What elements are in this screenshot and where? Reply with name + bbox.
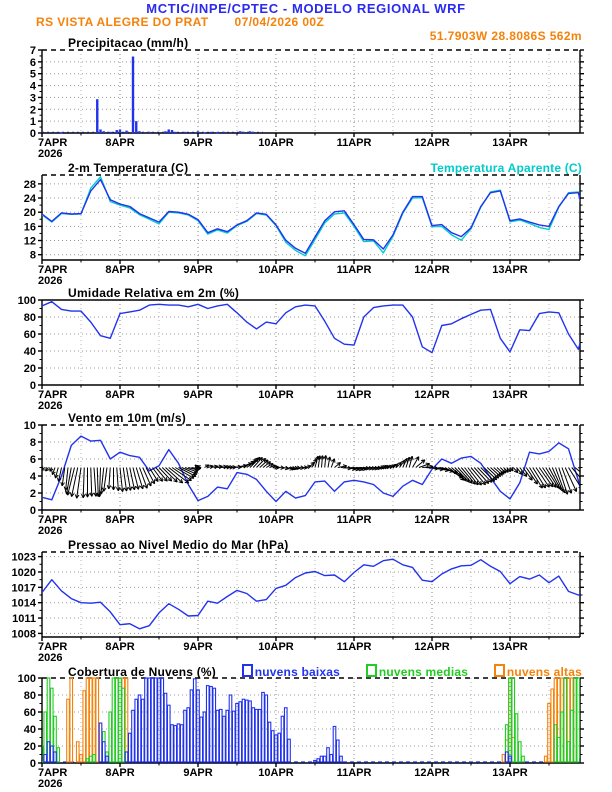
cloud-bar: [232, 711, 235, 762]
panel-title-pressure: Pressao ao Nivel Medio do Mar (hPa): [68, 538, 289, 552]
cloud-bar: [574, 678, 577, 762]
svg-text:0: 0: [29, 505, 36, 517]
svg-text:6: 6: [29, 454, 36, 466]
svg-text:100: 100: [17, 295, 36, 307]
precip-bar: [171, 130, 173, 133]
cloud-bar: [249, 701, 252, 762]
cloud-bar: [135, 699, 138, 762]
svg-text:8APR: 8APR: [105, 514, 135, 526]
cloud-bar: [187, 708, 190, 762]
panel-title-precipitation: Precipitacao (mm/h): [68, 36, 189, 50]
cloud-bar: [190, 690, 193, 762]
svg-text:28: 28: [23, 178, 36, 191]
svg-text:11APR: 11APR: [336, 514, 372, 526]
svg-text:1011: 1011: [12, 613, 36, 626]
cloud-bar: [252, 708, 255, 762]
cloud-bar: [167, 705, 170, 762]
cloud-bar: [255, 709, 258, 762]
panel-4: [12, 552, 585, 664]
cloud-bar: [548, 704, 551, 763]
cloud-bar: [132, 710, 135, 762]
panel-2: [18, 295, 585, 412]
series-line: [42, 302, 585, 353]
panel-0: [30, 45, 584, 160]
svg-text:7: 7: [29, 45, 36, 57]
svg-text:8APR: 8APR: [105, 389, 135, 401]
run-datetime: 07/04/2026 00Z: [234, 15, 325, 29]
svg-text:11APR: 11APR: [336, 264, 372, 276]
svg-text:40: 40: [23, 346, 36, 358]
svg-text:7APR: 7APR: [38, 514, 68, 526]
svg-text:10APR: 10APR: [258, 389, 294, 401]
precip-bar: [203, 132, 205, 133]
svg-text:60: 60: [23, 329, 36, 341]
cloud-bar: [206, 686, 209, 762]
svg-text:7APR: 7APR: [38, 264, 68, 276]
cloud-bar: [154, 678, 157, 762]
precip-bar: [210, 132, 212, 133]
svg-text:1008: 1008: [11, 628, 36, 641]
cloud-bar: [177, 724, 180, 762]
cloud-bar: [522, 756, 525, 762]
svg-text:13APR: 13APR: [492, 767, 528, 779]
svg-text:80: 80: [23, 690, 36, 702]
svg-text:2026: 2026: [38, 525, 63, 537]
cloud-bar: [193, 679, 196, 762]
cloud-bar: [314, 760, 317, 762]
cloud-bar: [76, 742, 79, 762]
cloud-bar: [93, 678, 96, 762]
cloud-bar: [219, 709, 222, 762]
svg-text:8: 8: [29, 249, 36, 262]
model-title: MCTIC/INPE/CPTEC - MODELO REGIONAL WRF: [146, 1, 466, 16]
svg-text:2: 2: [29, 488, 36, 500]
cloud-bar: [288, 739, 291, 762]
svg-text:100: 100: [17, 673, 36, 685]
cloud-bar: [284, 708, 287, 762]
cloud-bar: [245, 700, 248, 762]
cloud-bar: [50, 746, 53, 762]
svg-text:9APR: 9APR: [183, 514, 213, 526]
cloud-bar: [557, 738, 560, 763]
cloud-bar: [44, 755, 47, 763]
cloud-bar: [567, 742, 570, 762]
precip-bar: [135, 121, 137, 133]
cloud-bar: [210, 687, 213, 763]
precip-bar: [109, 132, 111, 133]
svg-text:10APR: 10APR: [258, 514, 294, 526]
cloud-bar: [125, 678, 128, 762]
cloud-bar: [83, 691, 86, 762]
cloud-bar: [180, 725, 183, 762]
panel-data-3: [37, 436, 590, 505]
cloud-bar: [145, 678, 148, 762]
cloud-bar: [122, 688, 125, 762]
svg-text:12APR: 12APR: [414, 264, 450, 276]
svg-text:6: 6: [29, 56, 36, 69]
svg-text:10APR: 10APR: [258, 137, 294, 149]
precip-bar: [197, 131, 199, 133]
cloud-bar: [96, 678, 99, 762]
svg-text:12APR: 12APR: [414, 514, 450, 526]
cloud-bar: [67, 699, 70, 762]
svg-text:9APR: 9APR: [183, 137, 213, 149]
series-line: [42, 177, 585, 256]
station-name: RS VISTA ALEGRE DO PRAT: [36, 15, 209, 29]
precip-bar: [125, 131, 127, 133]
svg-text:12APR: 12APR: [414, 767, 450, 779]
svg-text:9APR: 9APR: [183, 641, 213, 653]
panel-title-clouds: Cobertura de Nuvens (%): [68, 665, 216, 679]
svg-text:10APR: 10APR: [258, 264, 294, 276]
panel-3: [24, 420, 590, 537]
svg-text:8APR: 8APR: [105, 641, 135, 653]
svg-text:2: 2: [29, 104, 36, 117]
precip-bar: [242, 132, 244, 133]
svg-text:7APR: 7APR: [38, 641, 68, 653]
svg-text:4: 4: [29, 471, 36, 483]
svg-text:12APR: 12APR: [414, 641, 450, 653]
precip-bar: [116, 130, 118, 133]
svg-text:2026: 2026: [38, 652, 63, 664]
cloud-bar: [109, 712, 112, 762]
svg-text:3: 3: [29, 92, 36, 105]
panel-data-2: [42, 302, 585, 353]
panel-title-temperature: 2-m Temperatura (C): [68, 161, 189, 175]
cloud-bar: [197, 690, 200, 762]
svg-text:2026: 2026: [38, 400, 63, 412]
cloud-bar: [138, 695, 141, 762]
cloud-bar: [262, 692, 265, 762]
svg-text:1017: 1017: [11, 582, 36, 595]
cloud-bar: [518, 742, 521, 762]
cloud-bar: [564, 678, 567, 762]
cloud-bar: [223, 716, 226, 762]
svg-text:10APR: 10APR: [258, 767, 294, 779]
cloud-bar: [80, 755, 83, 763]
svg-text:20: 20: [23, 741, 36, 753]
svg-text:7APR: 7APR: [38, 137, 68, 149]
precip-bar: [239, 131, 241, 133]
svg-text:0: 0: [29, 128, 36, 140]
cloud-bar: [554, 725, 557, 762]
cloud-bar: [242, 699, 245, 762]
legend-nuvens-altas: nuvens altas: [494, 664, 582, 679]
svg-text:11APR: 11APR: [336, 137, 372, 149]
cloud-bar: [551, 689, 554, 762]
cloud-bar: [57, 748, 60, 762]
station-coordinates: 51.7903W 28.8086S 562m: [429, 29, 582, 43]
svg-text:24: 24: [23, 193, 36, 206]
cloud-bar: [340, 756, 343, 762]
precip-bar: [249, 131, 251, 133]
cloud-bar: [216, 710, 219, 762]
precip-bar: [252, 132, 254, 133]
cloud-bar: [583, 678, 586, 762]
cloud-bar: [323, 756, 326, 762]
cloud-bar: [119, 678, 122, 762]
cloud-bar: [502, 755, 505, 763]
cloud-bar: [125, 752, 128, 762]
cloud-bar: [99, 723, 102, 762]
cloud-bar: [174, 726, 177, 762]
cloud-bar: [544, 756, 547, 762]
cloud-bar: [336, 740, 339, 762]
cloud-bar: [89, 678, 92, 762]
cloud-bar: [333, 726, 336, 762]
cloud-bar: [570, 710, 573, 762]
cloud-bar: [236, 704, 239, 763]
cloud-bar: [93, 755, 96, 763]
legend-nuvens-medias: nuvens medias: [366, 664, 468, 679]
cloud-bar: [317, 759, 320, 762]
precip-bar: [96, 99, 98, 133]
legend-nuvens-baixas: nuvens baixas: [242, 664, 340, 679]
precip-bar: [119, 129, 121, 133]
svg-text:10: 10: [23, 420, 36, 432]
cloud-bar: [171, 725, 174, 762]
svg-text:20: 20: [23, 207, 36, 220]
cloud-bar: [561, 712, 564, 762]
precip-bar: [138, 131, 140, 133]
panel-title-wind: Vento em 10m (m/s): [68, 411, 187, 425]
cloud-bar: [278, 733, 281, 762]
cloud-bar: [226, 710, 229, 762]
svg-text:1023: 1023: [11, 551, 36, 564]
svg-text:9APR: 9APR: [183, 767, 213, 779]
cloud-bar: [281, 716, 284, 762]
cloud-bar: [330, 755, 333, 763]
precip-bar: [132, 57, 134, 133]
precip-bar: [223, 132, 225, 133]
cloud-bar: [115, 678, 118, 762]
precip-bar: [168, 129, 170, 133]
svg-text:1014: 1014: [11, 597, 36, 610]
panel-data-0: [42, 57, 263, 134]
svg-text:60: 60: [23, 707, 36, 719]
svg-text:7APR: 7APR: [38, 767, 68, 779]
cloud-bar: [327, 748, 330, 762]
svg-text:13APR: 13APR: [492, 514, 528, 526]
cloud-bar: [112, 678, 115, 762]
cloud-bar: [213, 688, 216, 762]
precip-bar: [184, 132, 186, 133]
cloud-bar: [515, 714, 518, 762]
cloud-bar: [275, 735, 278, 762]
precip-bar: [148, 132, 150, 133]
svg-text:11APR: 11APR: [336, 767, 372, 779]
svg-text:13APR: 13APR: [492, 264, 528, 276]
cloud-bar: [203, 712, 206, 762]
cloud-bar: [54, 752, 57, 762]
svg-text:11APR: 11APR: [336, 641, 372, 653]
svg-text:80: 80: [23, 312, 36, 324]
cloud-bar: [577, 678, 580, 762]
panel-data-4: [42, 559, 585, 629]
panel-title-humidity: Umidade Relativa em 2m (%): [68, 286, 240, 300]
cloud-bar: [148, 678, 151, 762]
cloud-bar: [200, 717, 203, 762]
panel-1: [24, 175, 585, 287]
svg-text:13APR: 13APR: [492, 137, 528, 149]
cloud-bar: [265, 695, 268, 762]
cloud-bar: [509, 756, 512, 762]
cloud-bar: [505, 752, 508, 762]
precip-bar: [174, 132, 176, 133]
precip-bar: [99, 129, 101, 133]
svg-text:12APR: 12APR: [414, 137, 450, 149]
cloud-bar: [102, 742, 105, 762]
svg-text:0: 0: [29, 758, 36, 770]
cloud-bar: [158, 678, 161, 762]
cloud-bar: [86, 678, 89, 762]
cloud-bar: [184, 710, 187, 762]
precip-bar: [216, 132, 218, 133]
svg-text:12: 12: [23, 235, 36, 248]
cloud-bar: [128, 733, 131, 762]
svg-text:5: 5: [29, 68, 36, 81]
cloud-bar: [141, 699, 144, 762]
cloud-bar: [239, 702, 242, 762]
svg-text:12APR: 12APR: [414, 389, 450, 401]
svg-text:9APR: 9APR: [183, 389, 213, 401]
cloud-bar: [151, 678, 154, 762]
svg-text:8APR: 8APR: [105, 767, 135, 779]
svg-text:8APR: 8APR: [105, 137, 135, 149]
cloud-bar: [106, 756, 109, 762]
cloud-bar: [258, 709, 261, 762]
precip-bar: [60, 132, 62, 133]
svg-text:0: 0: [29, 380, 36, 392]
precip-bar: [103, 131, 105, 133]
panel-data-5: [41, 678, 586, 762]
svg-text:8: 8: [29, 437, 36, 449]
svg-text:10APR: 10APR: [258, 641, 294, 653]
cloud-bar: [512, 678, 515, 762]
svg-text:4: 4: [29, 80, 36, 93]
cloud-bar: [70, 678, 73, 762]
svg-text:2026: 2026: [38, 778, 63, 790]
svg-text:7APR: 7APR: [38, 389, 68, 401]
cloud-bar: [164, 693, 167, 762]
svg-text:8APR: 8APR: [105, 264, 135, 276]
svg-text:16: 16: [23, 221, 36, 234]
svg-text:1020: 1020: [11, 566, 36, 579]
panel-5: [18, 673, 586, 790]
svg-text:9APR: 9APR: [183, 264, 213, 276]
svg-text:11APR: 11APR: [336, 389, 372, 401]
cloud-bar: [509, 678, 512, 762]
cloud-bar: [271, 731, 274, 762]
svg-text:2026: 2026: [38, 148, 63, 160]
cloud-bar: [86, 759, 89, 762]
precip-bar: [164, 131, 166, 133]
svg-text:13APR: 13APR: [492, 389, 528, 401]
svg-text:20: 20: [23, 363, 36, 375]
cloud-bar: [268, 722, 271, 762]
legend-temperatura-aparente: Temperatura Aparente (C): [430, 161, 582, 175]
cloud-bar: [161, 678, 164, 762]
svg-text:1: 1: [29, 116, 36, 129]
svg-text:2026: 2026: [38, 275, 63, 287]
series-line: [42, 559, 585, 629]
cloud-bar: [320, 756, 323, 762]
cloud-bar: [89, 756, 92, 762]
svg-text:40: 40: [23, 724, 36, 736]
cloud-bar: [47, 742, 50, 762]
panel-data-1: [42, 177, 585, 256]
cloud-bar: [229, 695, 232, 762]
svg-text:13APR: 13APR: [492, 641, 528, 653]
